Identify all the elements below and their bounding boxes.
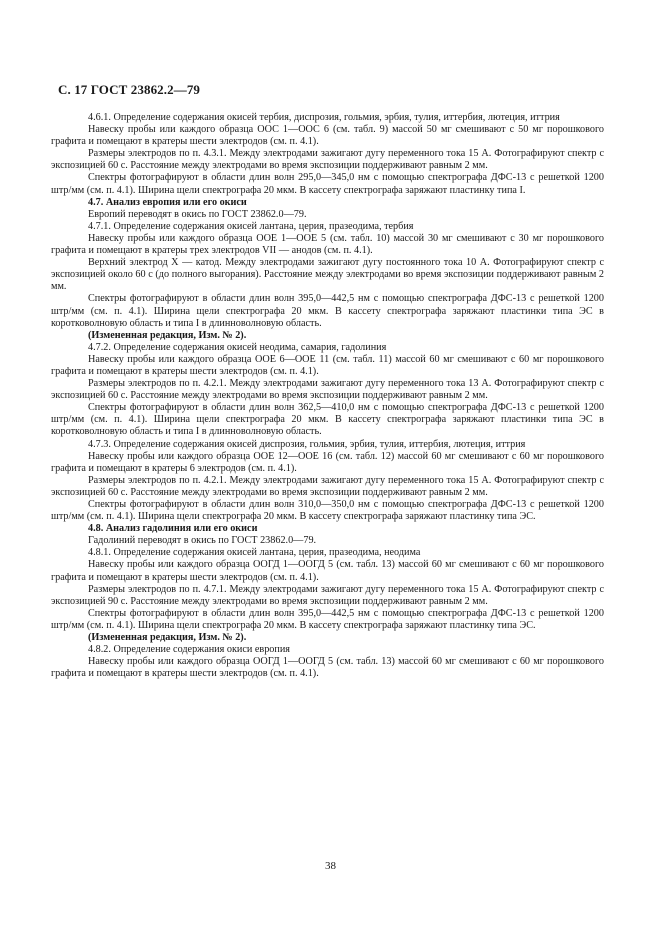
body-paragraph: Навеску пробы или каждого образца ООГД 1—ООГД 5 (см. табл. 13) массой 60 мг смешивают с 60 мг порошкового графита и помещают в кратеры шести электродов (см. п. 4.1). (51, 559, 604, 583)
revision-note: (Измененная редакция, Изм. № 2). (88, 329, 247, 341)
body-paragraph: Навеску пробы или каждого образца ООС 1—ООС 6 (см. табл. 9) массой 50 мг смешивают с 50 мг порошкового графита и помещают в кратеры шести электродов (см. п. 4.1). (51, 124, 604, 148)
running-header: С. 17 ГОСТ 23862.2—79 (58, 82, 201, 97)
body-paragraph: Спектры фотографируют в области длин волн 395,0—442,5 нм с помощью спектрографа ДФС-13 с решеткой 1200 штр/мм (см. п. 4.1). Ширина щели спектрографа 20 мкм. В кассету спектрографа заряжают пластинки типа ЭС в коротковолновую область и типа I в длинноволновую область. (51, 293, 604, 329)
body-paragraph: Навеску пробы или каждого образца ООГД 1—ООГД 5 (см. табл. 13) массой 60 мг смешивают с 60 мг порошкового графита и помещают в кратеры шести электродов (см. п. 4.1). (51, 656, 604, 680)
section-title: 4.7.1. Определение содержания окисей лантана, церия, празеодима, тербия (88, 220, 414, 232)
section-heading: 4.7. Анализ европия или его окиси (88, 196, 247, 208)
section-heading: 4.8. Анализ гадолиния или его окиси (88, 523, 258, 535)
body-paragraph: Навеску пробы или каждого образца ООЕ 12—ООЕ 16 (см. табл. 12) массой 60 мг смешивают с 60 мг порошкового графита и помещают в кратеры 6 электродов (см. п. 4.1). (51, 450, 604, 474)
body-paragraph: Навеску пробы или каждого образца ООЕ 6—ООЕ 11 (см. табл. 11) массой 60 мг смешивают с 60 мг порошкового графита и помещают в кратеры шести электродов (см. п. 4.1). (51, 353, 604, 377)
body-paragraph: Спектры фотографируют в области длин волн 362,5—410,0 нм с помощью спектрографа ДФС-13 с решеткой 1200 штр/мм (см. п. 4.1). Ширина щели спектрографа 20 мкм. В кассету спектрографа заряжают пластинки типа ЭС в коротковолновую область и типа I в длинноволновую область. (51, 402, 604, 438)
page-number: 38 (325, 860, 336, 872)
section-title: 4.7.3. Определение содержания окисей диспрозия, гольмия, эрбия, тулия, иттербия, лютеция, иттрия (88, 438, 526, 450)
section-title: 4.7.2. Определение содержания окисей неодима, самария, гадолиния (88, 341, 387, 353)
body-paragraph: Размеры электродов по п. 4.7.1. Между электродами зажигают дугу переменного тока 15 А. Фотографируют спектр с экспозицией 90 с. Расстояние между электродами во время экспозиции поддерживают равным 2 мм. (51, 583, 604, 607)
body-paragraph: Верхний электрод X — катод. Между электродами зажигают дугу постоянного тока 10 А. Фотографируют спектр с экспозицией около 60 с (до полного выгорания). Расстояние между электродами во время экспозиции поддерживают равным 2 мм. (51, 257, 604, 293)
body-paragraph: Спектры фотографируют в области длин волн 395,0—442,5 нм с помощью спектрографа ДФС-13 с решеткой 1200 штр/мм (см. п. 4.1). Ширина щели спектрографа 20 мкм. В кассету спектрографа заряжают пластинку типа ЭС. (51, 607, 604, 631)
body-paragraph: Гадолиний переводят в окись по ГОСТ 23862.0—79. (88, 535, 317, 547)
body-paragraph: Спектры фотографируют в области длин волн 295,0—345,0 нм с помощью спектрографа ДФС-13 с решеткой 1200 штр/мм (см. п. 4.1). Ширина щели спектрографа 20 мкм. В кассету спектрографа заряжают пластинку типа I. (51, 172, 604, 196)
section-title: 4.8.1. Определение содержания окисей лантана, церия, празеодима, неодима (88, 547, 421, 559)
section-title: 4.6.1. Определение содержания окисей тербия, диспрозия, гольмия, эрбия, тулия, иттербия, лютеция, иттрия (88, 112, 560, 123)
revision-note: (Измененная редакция, Изм. № 2). (88, 632, 247, 644)
section-title: 4.8.2. Определение содержания окиси европия (88, 644, 290, 656)
body-paragraph: Размеры электродов по п. 4.3.1. Между электродами зажигают дугу переменного тока 15 А. Фотографируют спектр с экспозицией 60 с. Расстояние между электродами во время экспозиции поддерживают равным 2 мм. (51, 148, 604, 172)
body-paragraph: Спектры фотографируют в области длин волн 310,0—350,0 нм с помощью спектрографа ДФС-13 с решеткой 1200 штр/мм (см. п. 4.1). Ширина щели спектрографа 20 мкм. В кассету спектрографа заряжают пластинку типа ЭС. (51, 499, 604, 523)
body-paragraph: Размеры электродов по п. 4.2.1. Между электродами зажигают дугу переменного тока 13 А. Фотографируют спектр с экспозицией 60 с. Расстояние между электродами во время экспозиции поддерживают равным 2 мм. (51, 378, 604, 402)
document-body (51, 112, 604, 680)
body-paragraph: Размеры электродов по п. 4.2.1. Между электродами зажигают дугу переменного тока 15 А. Фотографируют спектр с экспозицией 60 с. Расстояние между электродами во время экспозиции поддерживают равным 2 мм. (51, 474, 604, 498)
body-paragraph: Европий переводят в окись по ГОСТ 23862.0—79. (88, 208, 307, 220)
body-paragraph: Навеску пробы или каждого образца ООЕ 1—ООЕ 5 (см. табл. 10) массой 30 мг смешивают с 30 мг порошкового графита и помещают в кратеры трех электродов VII — анодов (см. п. 4.1). (51, 232, 604, 257)
